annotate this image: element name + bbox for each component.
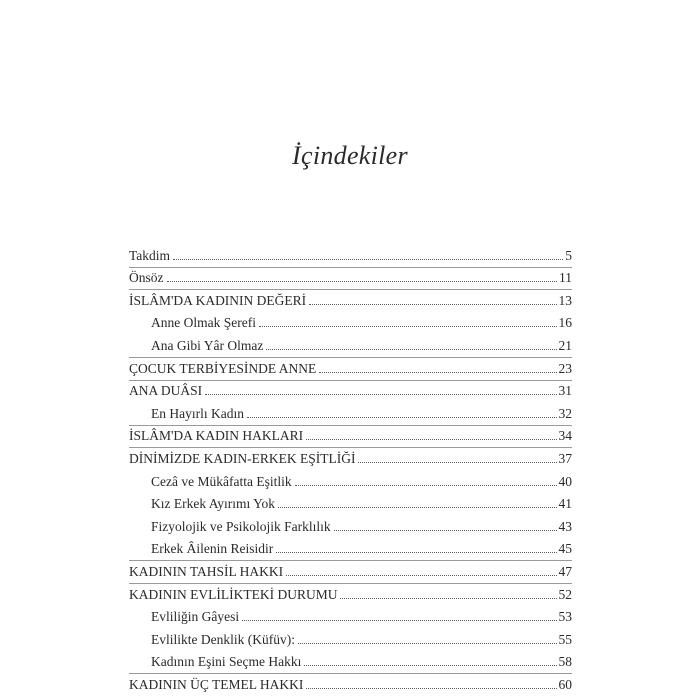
toc-entry-label: KADININ EVLİLİKTEKİ DURUMU (129, 586, 338, 602)
toc-entry-page-number: 13 (558, 292, 572, 308)
dot-leader (247, 417, 557, 418)
toc-entry-label: ANA DUÂSI (129, 383, 203, 399)
toc-entry-page-number: 41 (558, 496, 572, 512)
toc-entry-page-number: 21 (558, 337, 572, 353)
toc-subsection-entry (129, 489, 572, 512)
dot-leader (278, 507, 556, 508)
toc-entry-page-number: 60 (558, 676, 572, 692)
dot-leader (306, 688, 556, 689)
dot-leader (309, 304, 556, 305)
dot-leader (298, 643, 557, 644)
toc-subsection-entry (129, 602, 572, 625)
toc-section-entry (129, 556, 572, 579)
toc-entry-label: Fizyolojik ve Psikolojik Farklılık (151, 518, 331, 534)
toc-entry-page-number: 52 (558, 586, 572, 602)
toc-section-entry (129, 376, 572, 399)
dot-leader (173, 259, 563, 260)
toc-section-entry (129, 669, 572, 692)
toc-section-entry (129, 353, 572, 376)
toc-section-entry (129, 443, 572, 466)
dot-leader (276, 552, 556, 553)
dot-leader (358, 462, 556, 463)
toc-entry-page-number: 40 (558, 473, 572, 489)
toc-subsection-entry (129, 624, 572, 647)
dot-leader (266, 349, 556, 350)
dot-leader (319, 372, 556, 373)
toc-entry-label: Cezâ ve Mükâfatta Eşitlik (151, 473, 292, 489)
toc-entry-page-number: 43 (558, 518, 572, 534)
toc-entry-label: KADININ ÜÇ TEMEL HAKKI (129, 676, 304, 692)
toc-entry-page-number: 53 (558, 609, 572, 625)
dot-leader (340, 598, 556, 599)
toc-section-entry (129, 579, 572, 602)
toc-entry-label: İSLÂM'DA KADIN HAKLARI (129, 428, 304, 444)
toc-subsection-entry (129, 534, 572, 557)
toc-entry-page-number: 34 (558, 428, 572, 444)
toc-entry-label: İSLÂM'DA KADININ DEĞERİ (129, 292, 307, 308)
toc-entry-page-number: 16 (558, 315, 572, 331)
toc-subsection-entry (129, 511, 572, 534)
dot-leader (304, 665, 556, 666)
table-of-contents (129, 240, 572, 692)
dot-leader (334, 530, 557, 531)
toc-section-entry (129, 263, 572, 286)
dot-leader (259, 326, 557, 327)
toc-subsection-entry (129, 398, 572, 421)
page-title: İçindekiler (292, 141, 408, 170)
toc-entry-page-number: 32 (558, 405, 572, 421)
toc-entry-page-number: 55 (558, 631, 572, 647)
toc-subsection-entry (129, 330, 572, 353)
toc-entry-label: Takdim (129, 247, 171, 263)
toc-entry-page-number: 45 (558, 541, 572, 557)
dot-leader (242, 620, 556, 621)
toc-section-entry (129, 240, 572, 263)
toc-subsection-entry (129, 647, 572, 670)
toc-entry-label: Kadının Eşini Seçme Hakkı (151, 654, 302, 670)
dot-leader (286, 575, 556, 576)
dot-leader (205, 394, 556, 395)
toc-subsection-entry (129, 308, 572, 331)
toc-section-entry (129, 421, 572, 444)
toc-entry-page-number: 47 (558, 563, 572, 579)
toc-entry-label: Anne Olmak Şerefi (151, 315, 256, 331)
toc-entry-page-number: 5 (565, 247, 572, 263)
toc-entry-label: Ana Gibi Yâr Olmaz (151, 337, 264, 353)
toc-entry-label: ÇOCUK TERBİYESİNDE ANNE (129, 360, 317, 376)
toc-entry-label: Önsöz (129, 270, 164, 286)
toc-entry-label: DİNİMİZDE KADIN-ERKEK EŞİTLİĞİ (129, 450, 356, 466)
dot-leader (295, 485, 557, 486)
toc-entry-label: Kız Erkek Ayırımı Yok (151, 496, 276, 512)
toc-section-entry (129, 285, 572, 308)
toc-entry-page-number: 37 (558, 450, 572, 466)
toc-entry-label: KADININ TAHSİL HAKKI (129, 563, 284, 579)
toc-entry-label: Evlilikte Denklik (Küfüv): (151, 631, 295, 647)
dot-leader (167, 281, 558, 282)
toc-entry-page-number: 58 (558, 654, 572, 670)
toc-entry-label: En Hayırlı Kadın (151, 405, 244, 421)
toc-subsection-entry (129, 466, 572, 489)
toc-entry-label: Erkek Âilenin Reisidir (151, 541, 274, 557)
toc-entry-page-number: 31 (558, 383, 572, 399)
toc-entry-label: Evliliğin Gâyesi (151, 609, 240, 625)
toc-entry-page-number: 11 (559, 270, 572, 286)
toc-entry-page-number: 23 (558, 360, 572, 376)
dot-leader (306, 439, 556, 440)
